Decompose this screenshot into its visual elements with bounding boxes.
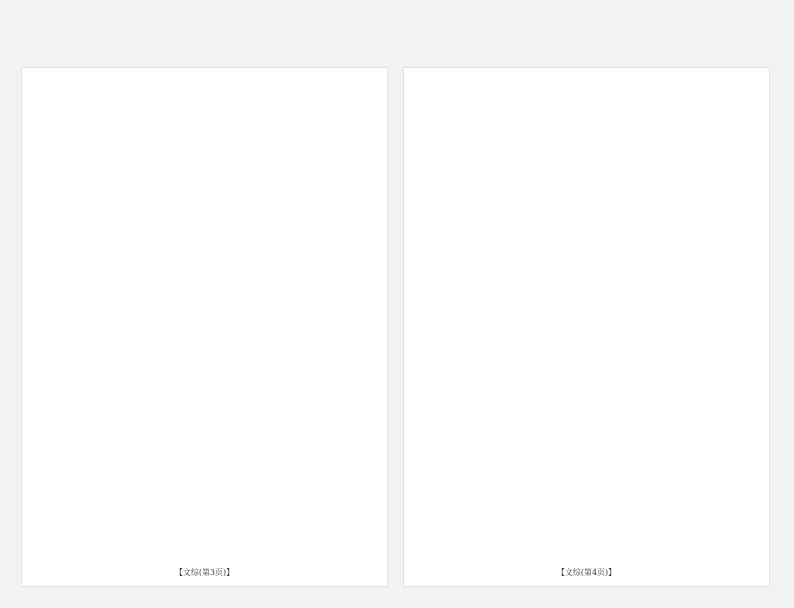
page-footer: 【文综(第4页)】 — [556, 568, 617, 577]
exam-page-3 — [22, 68, 387, 586]
page-footer: 【文综(第3页)】 — [174, 568, 235, 577]
exam-page-4 — [404, 68, 769, 586]
